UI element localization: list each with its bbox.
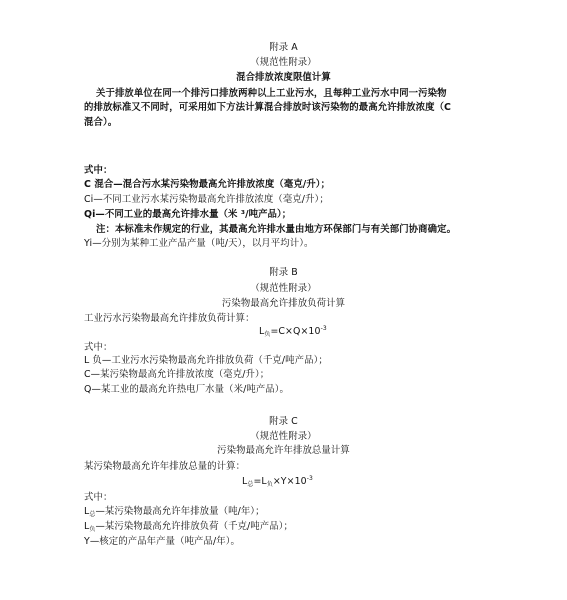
appendix-c-title: 污染物最高允许年排放总量计算 (217, 445, 350, 456)
appendix-a-intro-line3: 混合）。 (84, 117, 118, 128)
appendix-c-formula: $L_总=L_负\times Y\times 10^{-3}$ (242, 475, 313, 488)
appendix-a-where: 式中： (84, 165, 113, 176)
appendix-a-heading: 附录 A (269, 42, 298, 53)
appendix-b-intro: 工业污水污染物最高允许排放负荷计算： (84, 313, 255, 324)
appendix-a-intro-line2: 的排放标准又不同时，可采用如下方法计算混合排放时该污染物的最高允许排放浓度（C (84, 102, 452, 113)
appendix-c-normative: （规范性附录） (250, 431, 317, 442)
appendix-b-def-c: C—某污染物最高允许排放浓度（毫克/升）； (84, 369, 270, 380)
appendix-c-heading: 附录 C (269, 416, 298, 427)
appendix-b-def-q: Q—某工业的最高允许热电厂水量（米/吨产品）。 (84, 384, 290, 395)
appendix-c-def-l-load: $L_负—$某污染物最高允许排放负荷（千克/吨产品）； (84, 521, 293, 533)
appendix-a-def-ci: Ci—不同工业污水某污染物最高允许排放浓度（毫克/升）； (84, 194, 329, 205)
appendix-a-title: 混合排放浓度限值计算 (236, 72, 331, 83)
appendix-b-def-l: L 负—工业污水污染物最高允许排放负荷（千克/吨产品）； (84, 355, 328, 366)
appendix-b-heading: 附录 B (269, 267, 298, 278)
appendix-c-def-l-total: $L_总—$某污染物最高允许年排放量（吨/年）； (84, 506, 265, 518)
appendix-b-title: 污染物最高允许排放负荷计算 (221, 298, 346, 309)
appendix-a-def-yi: Yi—分别为某种工业产品产量（吨/天），以月平均计）。 (84, 238, 314, 249)
appendix-c-def-y: Y—核定的产品年产量（吨产品/年）。 (84, 536, 240, 547)
appendix-a-def-qi: Qi—不同工业的最高允许排水量（米 ³/吨产品）； (84, 209, 292, 220)
appendix-c-intro: 某污染物最高允许年排放总量的计算： (84, 461, 246, 472)
appendix-b-formula: $L_负=C\times Q\times 10^{-3}$ (259, 325, 327, 338)
appendix-a-def-c-mix: C 混合—混合污水某污染物最高允许排放浓度（毫克/升）； (84, 179, 331, 190)
appendix-c-where: 式中： (84, 492, 113, 503)
appendix-a-note: 注：本标准未作规定的行业，其最高允许排水量由地方环保部门与有关部门协商确定。 (96, 224, 457, 235)
appendix-b-normative: （规范性附录） (250, 283, 317, 294)
appendix-a-intro-line1: 关于排放单位在同一个排污口排放两种以上工业污水，且每种工业污水中同一污染物 (96, 88, 447, 99)
appendix-a-normative: （规范性附录） (250, 57, 317, 68)
appendix-b-where: 式中： (84, 342, 113, 353)
